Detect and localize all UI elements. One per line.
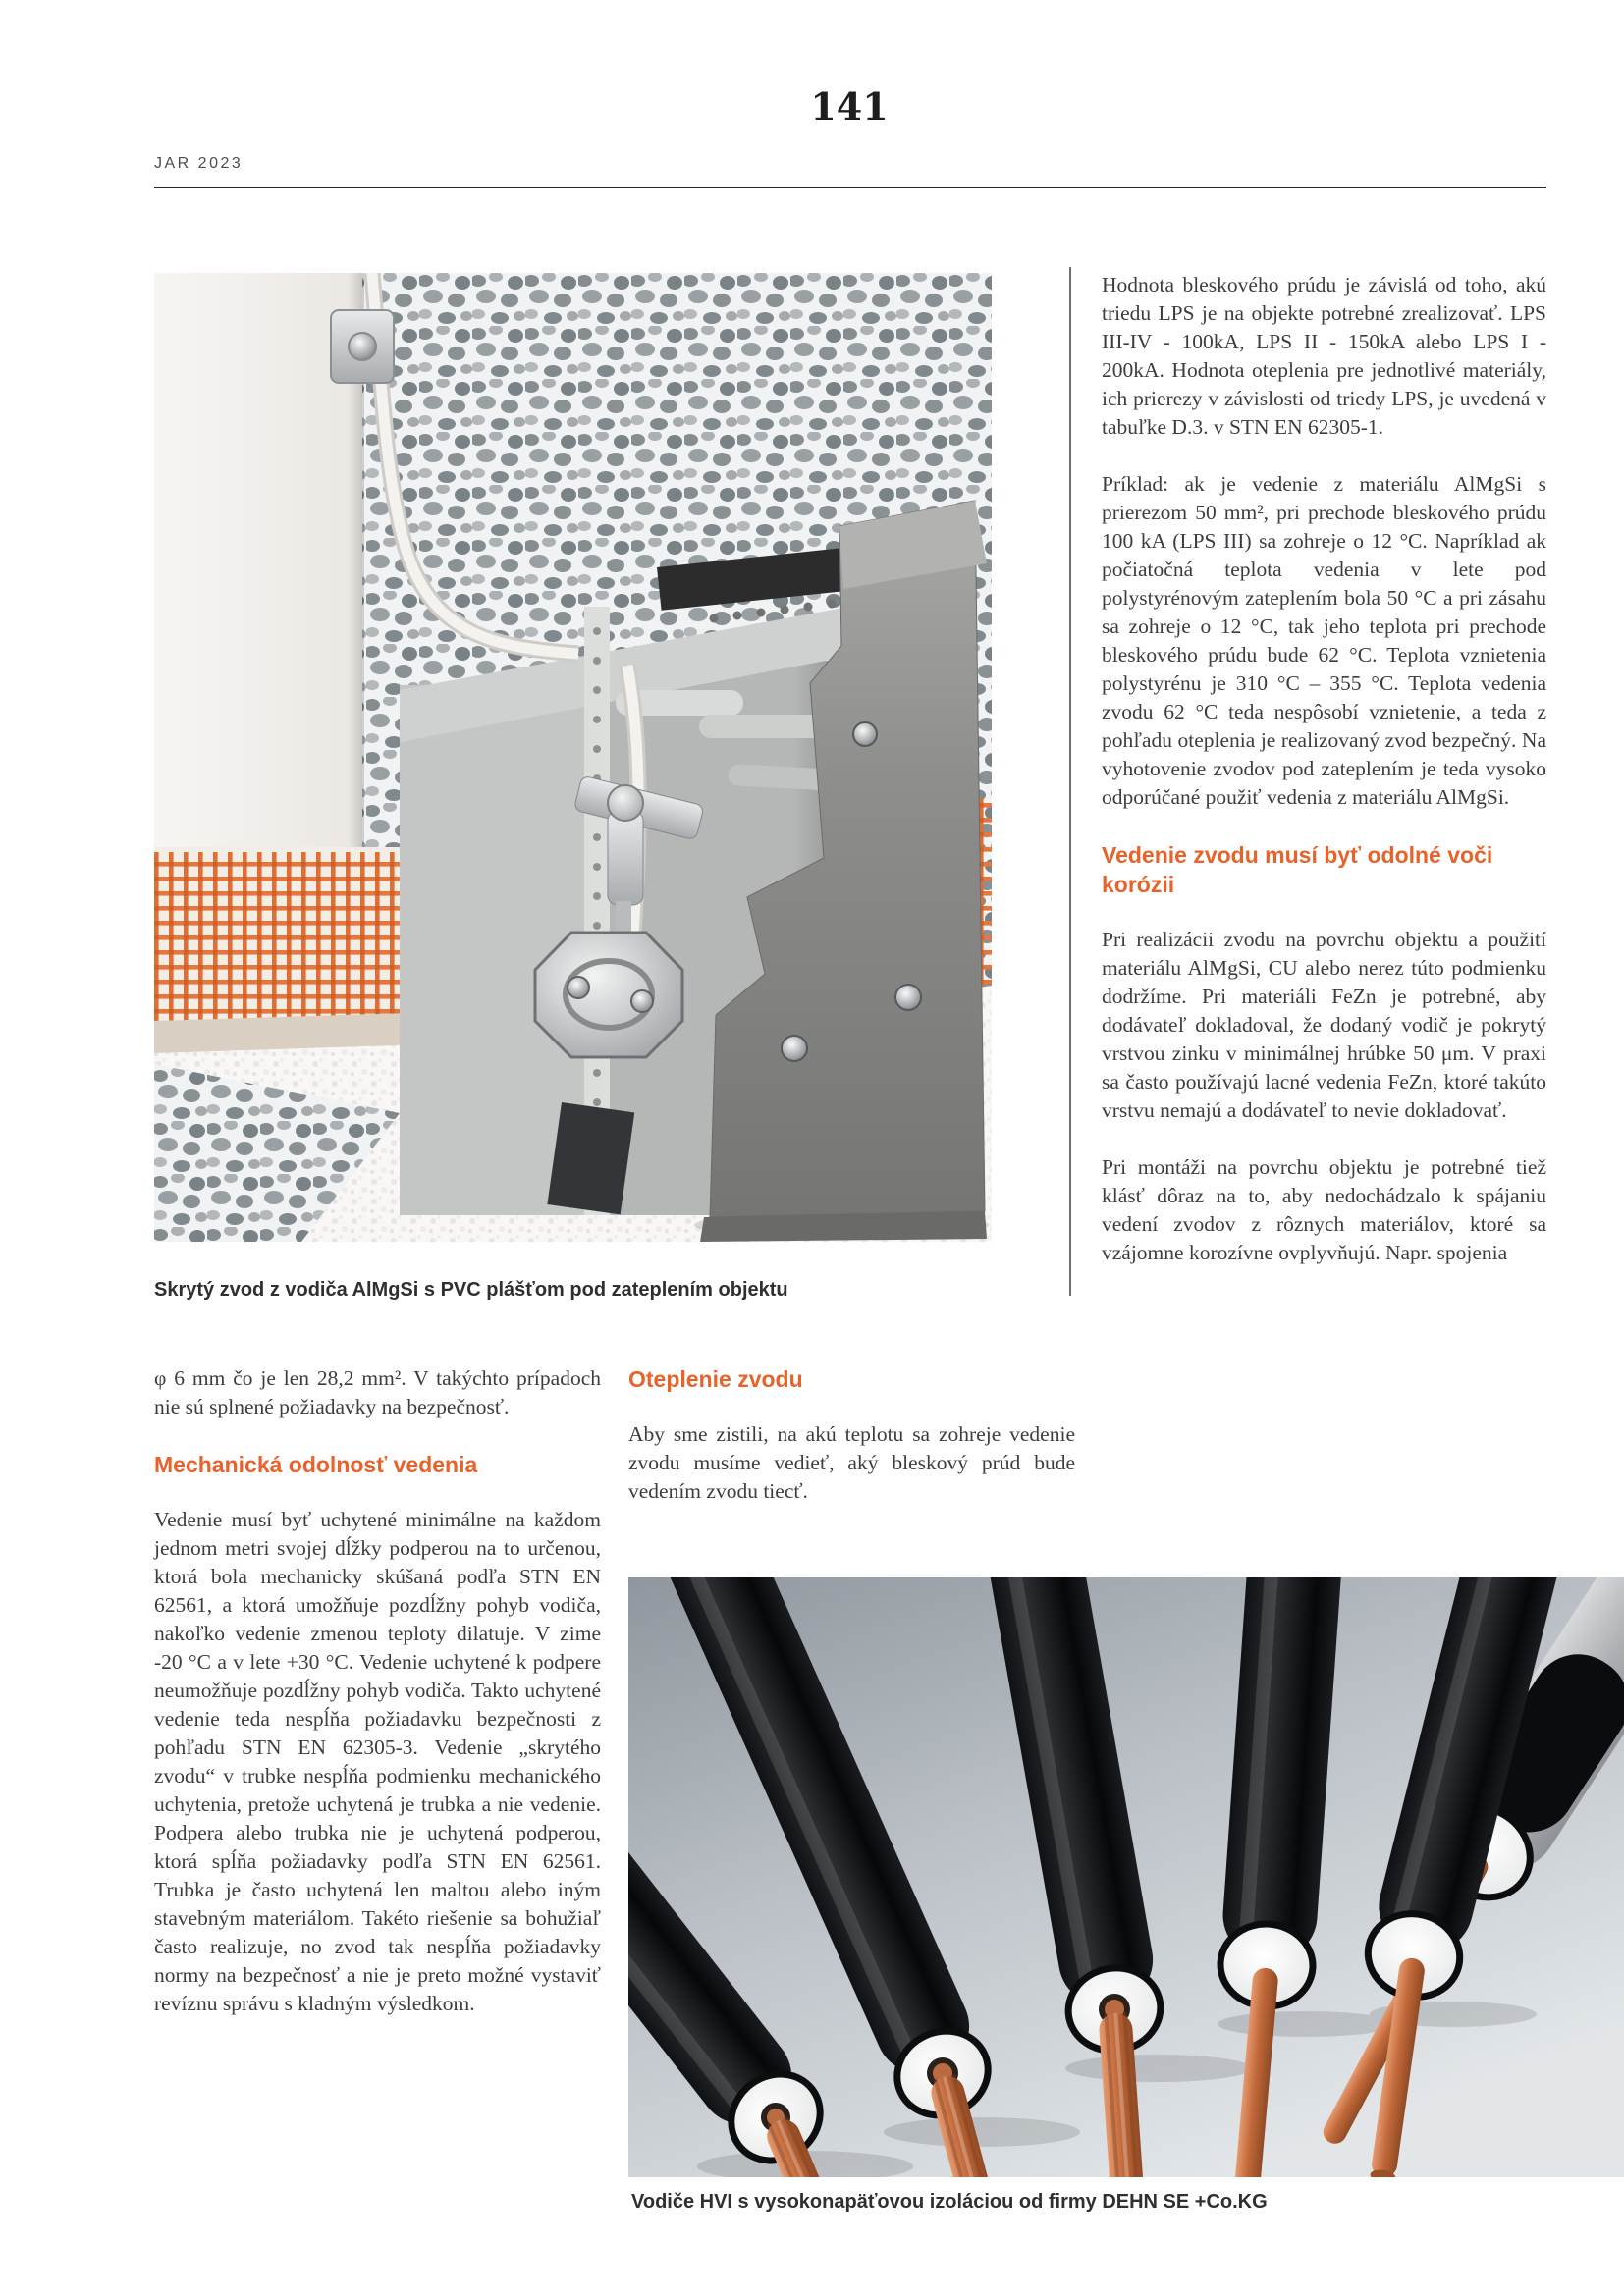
foam-seal xyxy=(547,1102,634,1214)
edition-label: JAR 2023 xyxy=(154,155,244,172)
column-middle xyxy=(628,1364,1075,1506)
paragraph: Hodnota bleskového prúdu je závislá od toho, akú triedu LPS je na objekte potrebné zrealizovať. LPS III-IV - 100kA, LPS II - 150kA alebo LPS I - 200kA. Hodnota oteplenia pre jednotlivé materiály, ich prierezy v závislosti od triedy LPS, je uvedená v tabuľke D.3. v STN EN 62305-1. xyxy=(1102,273,1546,439)
plate-screw xyxy=(853,722,877,746)
paragraph: Príklad: ak je vedenie z materiálu AlMgSi s prierezom 50 mm², pri prechode bleskového prúdu 100 kA (LPS III) sa zohreje o 12 °C. Napríklad ak počiatočná teplota vedenia v lete pod polystyrénovým zateplením bola 50 °C a pri zásahu sa zohreje o 12 °C, tak jeho teplota pri prechode bleskového prúdu bude 62 °C. Teplota vznietenia polystyrénu je 310 °C – 355 °C. Teplota vedenia zvodu 62 °C teda nespôsobí vznietenie, a teda z pohľadu oteplenia je realizovaný zvod bezpečný. Na vyhotovenie zvodov pod zateplením je teda vysoko odporúčané použiť vedenia z materiálu AlMgSi. xyxy=(1102,472,1546,809)
column-right xyxy=(1102,271,1546,1267)
header-rule xyxy=(154,187,1546,188)
section-heading: Mechanická odolnosť vedenia xyxy=(154,1452,478,1477)
hvi-cables-photo xyxy=(628,1577,1624,2177)
photo-caption: Skrytý zvod z vodiča AlMgSi s PVC plášťom pod zateplením objektu xyxy=(154,1279,788,1301)
section-heading: Oteplenie zvodu xyxy=(628,1366,803,1392)
octagonal-clamp-plate xyxy=(535,933,682,1057)
conductor-holder-clamp xyxy=(331,310,394,383)
paragraph: Pri montáži na povrchu objektu je potrebné tiež klásť dôraz na to, aby nedochádzalo k spájaniu vedení zvodov z rôznych materiálov, ktoré sa vzájomne korozívne ovplyvňujú. Napr. spojenia xyxy=(1102,1155,1546,1264)
insulation-photo xyxy=(154,273,992,1242)
column-divider xyxy=(1069,267,1071,1296)
paragraph: Aby sme zistili, na akú teplotu sa zohreje vedenie zvodu musíme vedieť, aký bleskový prúd bude vedením zvodu tiecť. xyxy=(628,1422,1075,1503)
column-left xyxy=(154,1364,601,2018)
section-heading: Vedenie zvodu musí byť odolné voči korózii xyxy=(1102,842,1493,897)
paragraph: Vedenie musí byť uchytené minimálne na každom jednom metri svojej dĺžky podperou na to určenou, ktorá bola mechanicky skúšaná podľa STN EN 62561, a ktorá umožňuje pozdĺžny pohyb vodiča, nakoľko vedenie zmenou teploty dilatuje. V zime -20 °C a v lete +30 °C. Vedenie uchytené k podpere neumožňuje pozdĺžny pohyb vodiča. Takto uchytené vedenie teda nespĺňa požiadavku bezpečnosti z pohľadu STN EN 62305-3. Vedenie „skrytého zvodu“ v trubke nespĺňa podmienku mechanického uchytenia, pretože uchytená je trubka a nie vedenie. Podpera alebo trubka nie je uchytená podperou, ktorá spĺňa požiadavky podľa STN EN 62561. Trubka je často uchytená len maltou alebo iným stavebným materiálom. Takéto riešenie sa bohužiaľ často realizuje, no zvod tak nespĺňa požiadavky normy na bezpečnosť a nie je preto možné vystaviť revíznu správu s kladným výsledkom. xyxy=(154,1508,601,2015)
plate-screw xyxy=(782,1036,807,1061)
plate-screw xyxy=(895,985,921,1010)
paragraph: Pri realizácii zvodu na povrchu objektu a použití materiálu AlMgSi, CU alebo nerez túto podmienku dodržíme. Pri materiáli FeZn je potrebné, aby dodávateľ dokladoval, že dodaný vodič je pokrytý vrstvou zinku v minimálnej hrúbke 50 μm. V praxi sa často používajú lacné vedenia FeZn, ktoré takúto vrstvu nemajú a dodávateľ to nevie dokladovať. xyxy=(1102,928,1546,1122)
photo-caption: Vodiče HVI s vysokonapäťovou izoláciou od firmy DEHN SE +Co.KG xyxy=(631,2191,1268,2213)
paragraph: φ 6 mm čo je len 28,2 mm². V takýchto prípadoch nie sú splnené požiadavky na bezpečnosť. xyxy=(154,1366,601,1418)
page-number: 141 xyxy=(810,84,889,129)
